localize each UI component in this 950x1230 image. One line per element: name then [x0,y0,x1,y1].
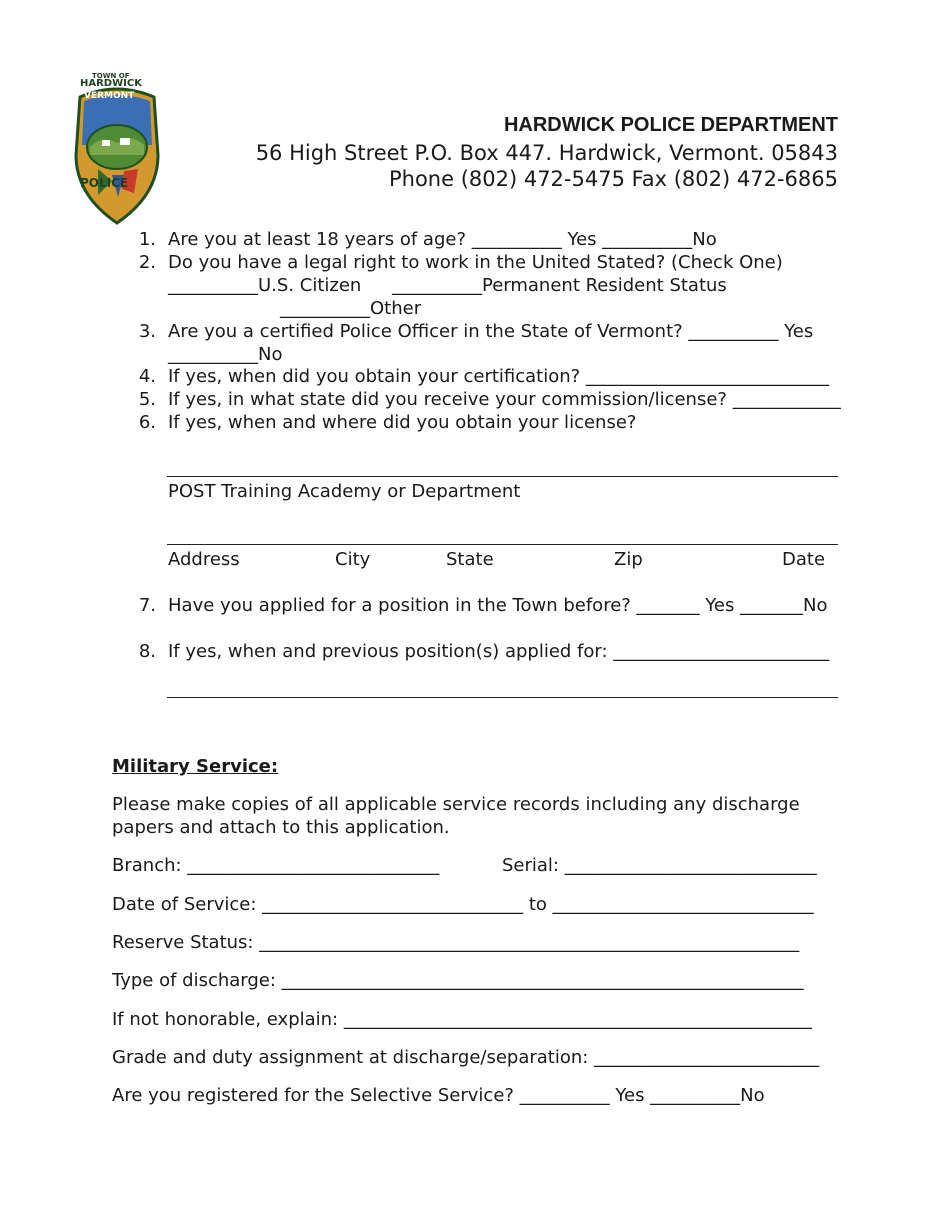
academy-label: POST Training Academy or Department [168,481,521,502]
label-address: Address [168,549,240,570]
military-instructions-1: Please make copies of all applicable service records including any discharge [112,794,800,815]
option-other[interactable]: __________Other [280,298,422,319]
question-number: 8. [138,641,156,662]
date-of-service-field[interactable]: Date of Service: _____________________________ to _____________________________ [112,894,814,915]
type-of-discharge-field[interactable]: Type of discharge: __________________________________________________________ [112,970,804,991]
military-instructions-2: papers and attach to this application. [112,817,450,838]
question-7[interactable]: Have you applied for a position in the Town before? _______ Yes _______No [168,595,828,616]
logo-text-top: TOWN OF [92,72,130,80]
department-phone: Phone (802) 472-5475 Fax (802) 472-6865 [388,167,838,191]
not-honorable-field[interactable]: If not honorable, explain: ____________________________________________________ [112,1009,812,1030]
question-number: 1. [138,229,156,250]
question-number: 2. [138,252,156,273]
question-2: Do you have a legal right to work in the United Stated? (Check One) [168,252,783,273]
label-state: State [446,549,494,570]
previous-position-line[interactable] [167,697,838,698]
department-address: 56 High Street P.O. Box 447. Hardwick, Vermont. 05843 [255,141,838,165]
serial-field[interactable]: Serial: ____________________________ [502,855,817,876]
label-zip: Zip [614,549,643,570]
department-logo [62,66,152,206]
question-8[interactable]: If yes, when and previous position(s) applied for: ________________________ [168,641,830,662]
question-number: 4. [138,366,156,387]
logo-text-state: VERMONT [84,91,135,101]
department-title: HARDWICK POLICE DEPARTMENT [503,114,838,136]
option-us-citizen[interactable]: __________U.S. Citizen [168,275,362,296]
question-5[interactable]: If yes, in what state did you receive your commission/license? ____________ [168,389,841,410]
reserve-status-field[interactable]: Reserve Status: ____________________________________________________________ [112,932,800,953]
question-number: 7. [138,595,156,616]
question-3-no[interactable]: __________No [168,344,283,365]
military-service-heading: Military Service: [112,756,279,777]
branch-field[interactable]: Branch: ____________________________ [112,855,440,876]
logo-text-name: HARDWICK [80,78,142,89]
logo-text-bottom: POLICE [80,176,129,190]
grade-duty-field[interactable]: Grade and duty assignment at discharge/separation: _________________________ [112,1047,820,1068]
label-date: Date [782,549,826,570]
label-city: City [335,549,371,570]
question-1[interactable]: Are you at least 18 years of age? __________ Yes __________No [168,229,717,250]
question-number: 6. [138,412,156,433]
address-line[interactable] [167,544,838,545]
question-3[interactable]: Are you a certified Police Officer in the State of Vermont? __________ Yes [168,321,814,342]
question-number: 3. [138,321,156,342]
option-permanent-resident[interactable]: __________Permanent Resident Status [392,275,727,296]
question-4[interactable]: If yes, when did you obtain your certification? ___________________________ [168,366,829,387]
question-6: If yes, when and where did you obtain your license? [168,412,637,433]
selective-service-field[interactable]: Are you registered for the Selective Service? __________ Yes __________No [112,1085,765,1106]
police-badge-icon [72,85,162,225]
question-number: 5. [138,389,156,410]
academy-line[interactable] [167,476,838,477]
